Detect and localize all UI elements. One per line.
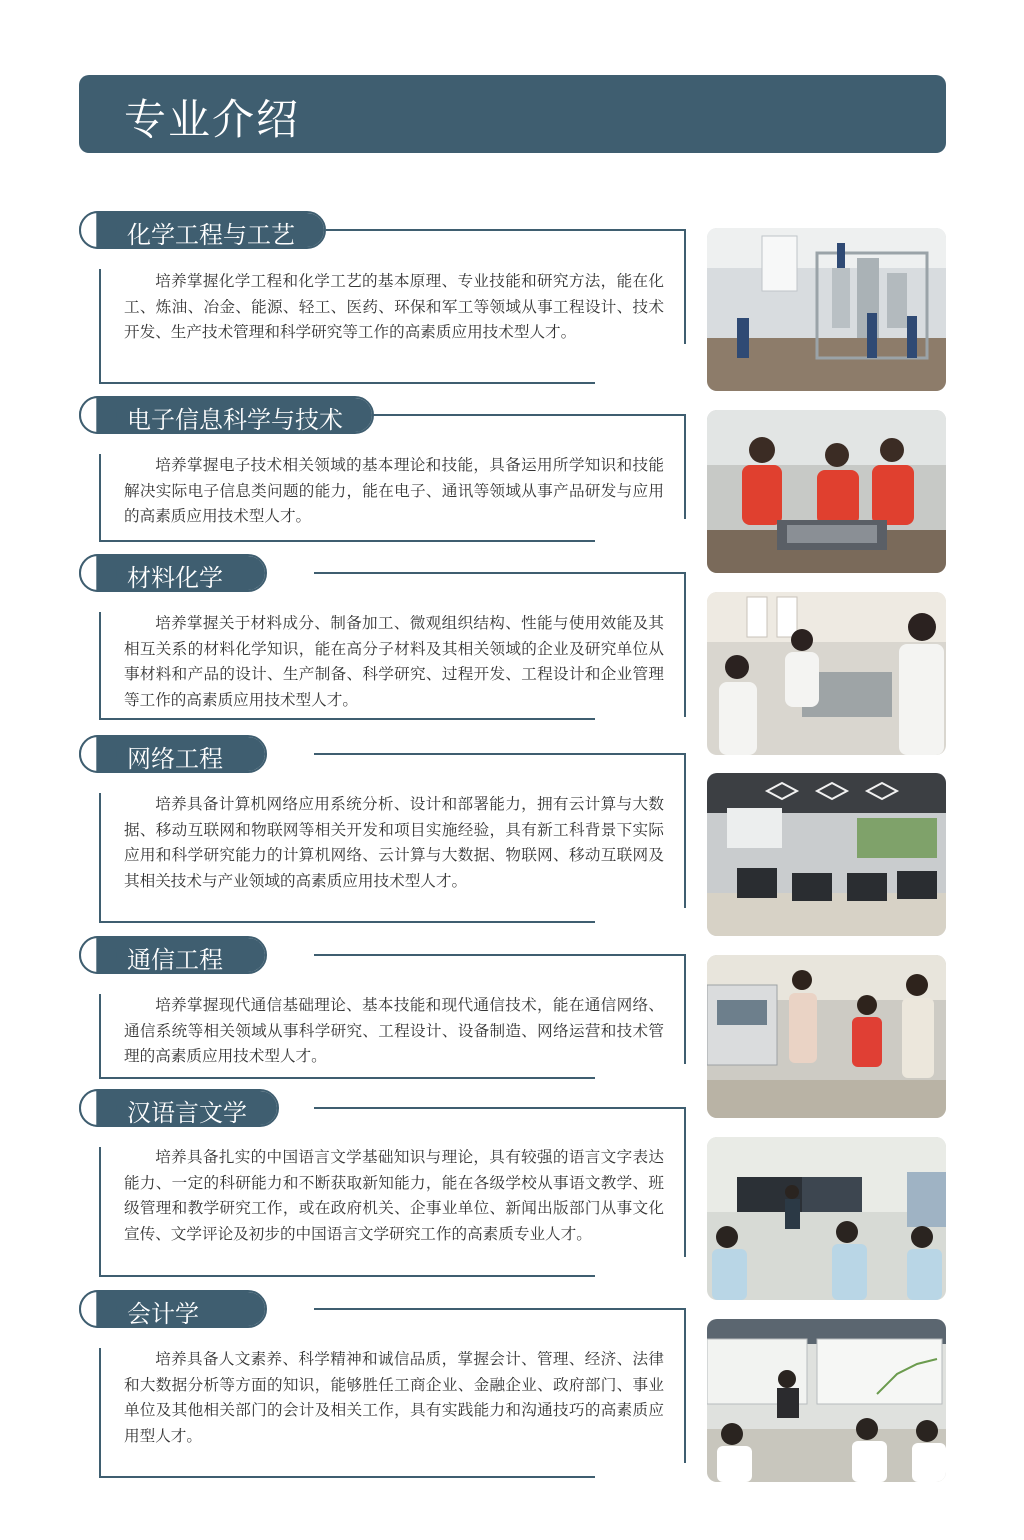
major-description: 培养具备计算机网络应用系统分析、设计和部署能力，拥有云计算与大数据、移动互联网和物联网等相关开发和项目实施经验，具有新工科背景下实际应用和科学研究能力的计算机网络、云计算与大数据、物联网、移动互联网及其相关技术与产业领域的高素质应用技术型人才。 [124,795,664,890]
major-description: 培养掌握化学工程和化学工艺的基本原理、专业技能和研究方法，能在化工、炼油、冶金、能源、轻工、医药、环保和军工等领域从事工程设计、技术开发、生产技术管理和科学研究等工作的高素质应用技术型人才。 [124,272,664,341]
communication-lab-photo [707,955,946,1118]
header-banner [79,75,946,153]
major-description: 培养具备扎实的中国语言文学基础知识与理论，具有较强的语言文字表达能力、一定的科研能力和不断获取新知能力，能在各级学校从事语文教学、班级管理和教学研究工作，或在政府机关、企事业单位、新闻出版部门从事文化宣传、文学评论及初步的中国语言文学研究工作的高素质专业人才。 [124,1148,664,1243]
major-title: 化学工程与工艺 [127,221,295,249]
major-title-pill [79,211,326,249]
major-title: 电子信息科学与技术 [127,406,343,434]
major-description: 培养掌握电子技术相关领域的基本理论和技能，具备运用所学知识和技能解决实际电子信息类问题的能力，能在电子、通讯等领域从事产品研发与应用的高素质应用技术型人才。 [124,456,664,525]
major-title-pill [79,1290,267,1328]
page-title: 专业介绍 [124,95,301,144]
major-title-pill [79,1089,279,1127]
major-description: 培养具备人文素养、科学精神和诚信品质，掌握会计、管理、经济、法律和大数据分析等方面的知识，能够胜任工商企业、金融企业、政府部门、事业单位及其他相关部门的会计及相关工作，具有实践能力和沟通技巧的高素质应用型人才。 [124,1350,664,1445]
chemical-plant-lab-photo [707,228,946,391]
major-title-pill [79,396,374,434]
major-title: 会计学 [127,1300,199,1328]
classroom-lecture-photo [707,1137,946,1300]
major-title-pill [79,936,267,974]
major-title-pill [79,735,267,773]
accounting-classroom-photo [707,1319,946,1482]
computer-lab-photo [707,773,946,936]
major-title: 通信工程 [127,946,223,974]
major-title: 汉语言文学 [127,1099,247,1127]
major-description: 培养掌握关于材料成分、制备加工、微观组织结构、性能与使用效能及其相互关系的材料化学知识，能在高分子材料及其相关领域的企业及研究单位从事材料和产品的设计、生产制备、科学研究、过程开发、工程设计和企业管理等工作的高素质应用技术型人才。 [124,614,664,709]
robotics-students-photo [707,410,946,573]
major-title-pill [79,554,267,592]
major-title: 网络工程 [127,745,223,773]
materials-lab-photo [707,592,946,755]
major-title: 材料化学 [127,564,223,592]
major-description: 培养掌握现代通信基础理论、基本技能和现代通信技术，能在通信网络、通信系统等相关领域从事科学研究、工程设计、设备制造、网络运营和技术管理的高素质应用技术型人才。 [124,996,664,1065]
